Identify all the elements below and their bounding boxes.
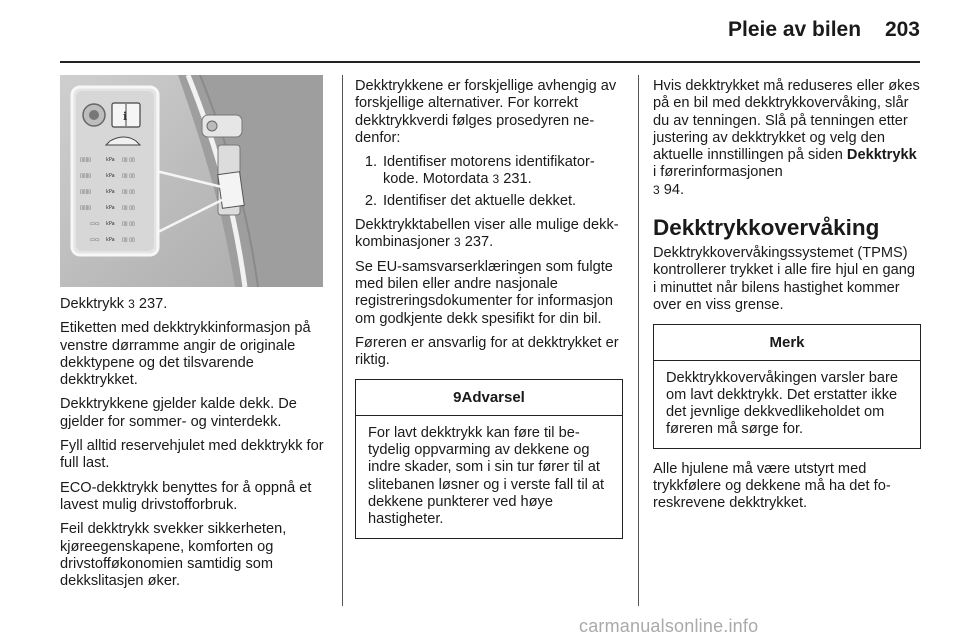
step-ref[interactable]: 231. (503, 171, 532, 188)
table-ref-page[interactable]: 237. (464, 234, 494, 251)
reference-arrow-icon: 3 (653, 182, 660, 197)
svg-text:▯▯ ▯▯: ▯▯ ▯▯ (122, 189, 135, 195)
svg-text:▯▯▯▯: ▯▯▯▯ (80, 157, 92, 163)
svg-text:kPa: kPa (106, 221, 115, 227)
svg-text:kPa: kPa (106, 189, 115, 195)
step-number: 1. (364, 154, 377, 171)
ref-line-page[interactable]: 237. (138, 296, 168, 312)
svg-text:kPa: kPa (106, 205, 115, 211)
section-heading: Dekktrykkovervåking (653, 215, 880, 241)
list-item (355, 154, 623, 189)
svg-text:▭▭: ▭▭ (90, 221, 100, 227)
note-body: Dekktrykkovervåkingen varsler bare om lavt dekktrykk. Det erstatter ikke det jevnlige dekkvedlikeholdet om føreren må sørge for. (666, 369, 898, 438)
adjust-text: Hvis dekktrykket må reduseres eller økes på en bil med dekktrykkovervåking, slår du av tenningen. Slå på tenningen etter justering av dekktrykket og velg den aktuelle innstillingen på siden (653, 78, 920, 164)
svg-text:▯▯ ▯▯: ▯▯ ▯▯ (122, 205, 135, 211)
warning-box (355, 379, 623, 538)
warning-title: Advarsel (461, 389, 525, 407)
col2-intro: Dekktrykkene er forskjellige avhengig av forskjellige alternativer. For korrekt dekktrykkverdi følges prosedyren nedenfor: (355, 78, 617, 146)
adjust-ref[interactable]: 94. (663, 181, 685, 198)
svg-text:kPa: kPa (106, 237, 115, 243)
svg-text:▯▯▯▯: ▯▯▯▯ (80, 189, 92, 195)
step-text (383, 154, 623, 189)
svg-text:▯▯ ▯▯: ▯▯ ▯▯ (122, 157, 135, 163)
final-paragraph: Alle hjulene må være utstyrt med trykkfølere og dekkene må ha det foreskrevene dekktrykket. (653, 460, 891, 512)
svg-text:kPa: kPa (106, 173, 115, 179)
header-rule (60, 61, 920, 63)
tpms-paragraph: Dekktrykkovervåkingssystemet (TPMS) kontrollerer trykket i alle fire hjul en gang i minuttet når bilens hastighet kommer over en viss grense. (653, 245, 916, 313)
col1-paragraph: Fyll alltid reservehjulet med dekktrykk for full last. (60, 438, 324, 472)
table-ref-paragraph (355, 217, 623, 252)
col1-paragraph: Feil dekktrykk svekker sikkerheten, kjøreegenskapene, komforten og drivstofføkonomien samtidig som dekkslitasjen øker. (60, 521, 287, 590)
page-header-title: Pleie av bilen (728, 18, 862, 41)
reference-arrow-icon: 3 (453, 235, 461, 250)
col1-paragraph: ECO-dekktrykk benyttes for å oppnå et lavest mulig drivstofforbruk. (60, 479, 312, 513)
door-frame-illustration (60, 75, 323, 287)
table-ref-text: Dekktrykktabellen viser alle mulige dekk-kombinasjoner (355, 217, 619, 251)
reference-arrow-icon: 3 (128, 297, 135, 311)
svg-text:▯▯▯▯: ▯▯▯▯ (80, 205, 92, 211)
svg-text:▯▯▯▯: ▯▯▯▯ (80, 173, 92, 179)
col1-paragraph: Dekktrykkene gjelder kalde dekk. De gjelder for sommer- og vinterdekk. (60, 396, 297, 430)
list-item (355, 193, 623, 210)
step-text: Identifiser det aktuelle dekket. (383, 192, 577, 209)
warning-icon: 9 (453, 389, 462, 407)
step-text-body: Identifiser motorens identifikatorkode. Motordata (383, 154, 595, 188)
svg-text:▯▯ ▯▯: ▯▯ ▯▯ (122, 221, 135, 227)
ref-line-text: Dekktrykk (60, 296, 125, 312)
adjust-text-after: i førerinformasjonen (653, 164, 783, 181)
driver-paragraph: Føreren er ansvarlig for at dekktrykket er riktig. (355, 334, 619, 369)
warning-header (356, 380, 622, 415)
menu-term: Dekktrykk (846, 147, 917, 164)
eu-paragraph: Se EU-samsvarserklæringen som fulgte med bilen eller andre nasjonale registreringsdokumenter for informasjon om godkjente dekk spesifikt for din bil. (355, 258, 613, 327)
column-divider-1 (342, 75, 343, 606)
step-number: 2. (364, 192, 377, 209)
adjust-paragraph (653, 78, 921, 199)
svg-text:kPa: kPa (106, 157, 115, 163)
tire-pressure-label-photo (60, 75, 323, 287)
note-title: Merk (654, 325, 920, 360)
svg-text:▯▯ ▯▯: ▯▯ ▯▯ (122, 237, 135, 243)
page-number: 203 (884, 18, 920, 41)
reference-arrow-icon: 3 (492, 172, 500, 187)
svg-text:▭▭: ▭▭ (90, 237, 100, 243)
warning-body: For lavt dekktrykk kan føre til betydelig oppvarming av dekkene og indre skader, som i sin tur fører til at slitebanen løsner og i verste fall til at dekkene punkterer ved høye hastigheter. (368, 424, 605, 528)
svg-text:i: i (123, 110, 128, 123)
column-2 (355, 78, 623, 551)
svg-text:▯▯ ▯▯: ▯▯ ▯▯ (122, 173, 135, 179)
watermark: carmanualsonline.info (579, 616, 759, 636)
column-divider-2 (638, 75, 639, 606)
ref-line (60, 296, 326, 313)
col1-paragraph: Etiketten med dekktrykkinformasjon på venstre dørramme angir de originale dekktypene og det tilsvarende dekktrykket. (60, 320, 311, 389)
note-box (653, 324, 921, 448)
column-3 (653, 78, 921, 520)
procedure-list (355, 154, 623, 210)
column-1 (60, 296, 326, 597)
